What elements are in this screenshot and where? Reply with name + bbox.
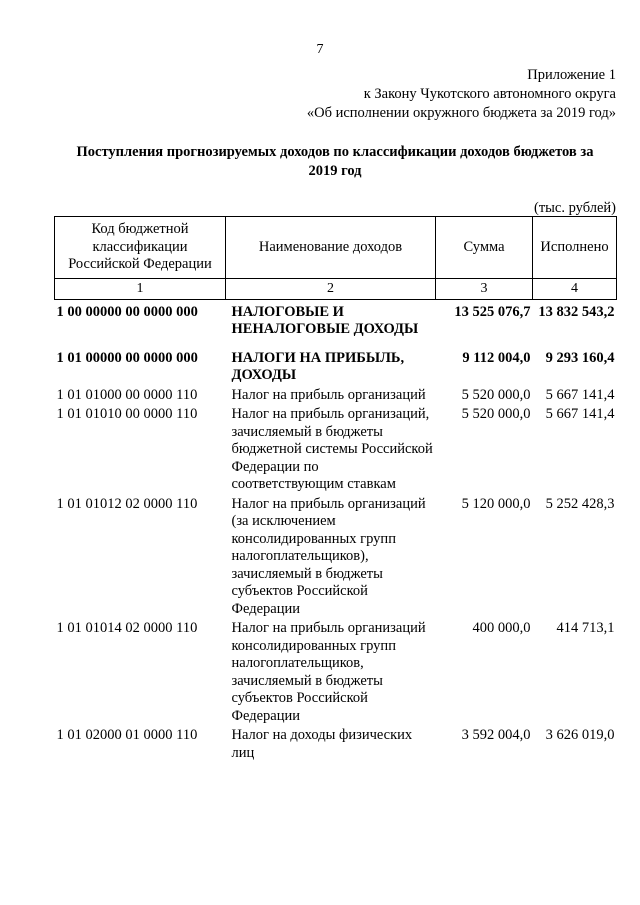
appendix-header xyxy=(307,66,616,123)
row-executed: 414 713,1 xyxy=(556,620,615,636)
row-executed: 13 832 543,2 xyxy=(538,303,615,320)
table-row xyxy=(55,404,617,494)
column-number: 2 xyxy=(226,279,436,300)
column-number: 3 xyxy=(436,279,533,300)
row-executed: 9 293 160,4 xyxy=(545,349,615,366)
row-sum: 5 120 000,0 xyxy=(461,495,531,512)
row-code: 1 01 00000 00 0000 000 xyxy=(56,349,198,366)
row-name: Налог на доходы физических лиц xyxy=(231,727,413,761)
row-name: Налог на прибыль организаций (за исключением консолидированных групп налогоплательщиков), зачисляемый в бюджеты субъектов Российской Федерации xyxy=(231,495,426,617)
table-row xyxy=(55,494,617,619)
row-sum: 5 520 000,0 xyxy=(461,406,531,422)
table-header-row xyxy=(55,217,617,279)
column-number: 4 xyxy=(533,279,617,300)
row-code: 1 01 01014 02 0000 110 xyxy=(56,620,198,636)
row-name: НАЛОГОВЫЕ И НЕНАЛОГОВЫЕ ДОХОДЫ xyxy=(231,303,419,337)
header-code: Код бюджетной классификации Российской Федерации xyxy=(55,217,226,279)
row-name: Налог на прибыль организаций консолидированных групп налогоплательщиков, зачисляемый в бюджеты субъектов Российской Федерации xyxy=(231,620,426,724)
column-number-row xyxy=(55,279,617,300)
row-code: 1 01 01012 02 0000 110 xyxy=(56,495,198,512)
row-code: 1 01 01000 00 0000 110 xyxy=(56,386,198,403)
table-row xyxy=(55,385,617,405)
column-number: 1 xyxy=(55,279,226,300)
page-number: 7 xyxy=(316,42,324,57)
row-sum: 400 000,0 xyxy=(472,620,531,636)
row-sum: 9 112 004,0 xyxy=(462,349,531,366)
document-title xyxy=(50,143,620,181)
header-sum: Сумма xyxy=(436,217,533,279)
appendix-line-1: Приложение 1 xyxy=(527,67,616,83)
row-executed: 5 667 141,4 xyxy=(545,386,615,403)
appendix-line-2: к Закону Чукотского автономного округа xyxy=(363,86,616,102)
document-title-line-2: 2019 год xyxy=(308,163,362,179)
row-code: 1 01 01010 00 0000 110 xyxy=(56,406,198,422)
appendix-line-3: «Об исполнении окружного бюджета за 2019 год» xyxy=(306,105,616,121)
row-sum: 5 520 000,0 xyxy=(461,386,531,403)
row-code: 1 00 00000 00 0000 000 xyxy=(56,303,198,320)
table-row xyxy=(55,618,617,725)
row-name: Налог на прибыль организаций xyxy=(231,386,426,403)
table-row xyxy=(55,725,617,762)
units-label: (тыс. рублей) xyxy=(534,200,616,216)
header-executed: Исполнено xyxy=(533,217,617,279)
row-executed: 5 252 428,3 xyxy=(545,495,615,512)
document-title-line-1: Поступления прогнозируемых доходов по классификации доходов бюджетов за xyxy=(76,144,594,160)
row-name: НАЛОГИ НА ПРИБЫЛЬ, ДОХОДЫ xyxy=(231,349,405,383)
row-name: Налог на прибыль организаций, зачисляемый в бюджеты бюджетной системы Российской Федерации по соответствующим ставкам xyxy=(231,406,433,492)
income-table xyxy=(54,216,617,762)
row-sum: 3 592 004,0 xyxy=(461,727,531,743)
row-code: 1 01 02000 01 0000 110 xyxy=(56,727,198,743)
header-name: Наименование доходов xyxy=(226,217,436,279)
table-row xyxy=(55,299,617,339)
row-sum: 13 525 076,7 xyxy=(454,303,531,320)
row-executed: 3 626 019,0 xyxy=(545,727,615,743)
table-row xyxy=(55,339,617,385)
row-executed: 5 667 141,4 xyxy=(545,406,615,422)
